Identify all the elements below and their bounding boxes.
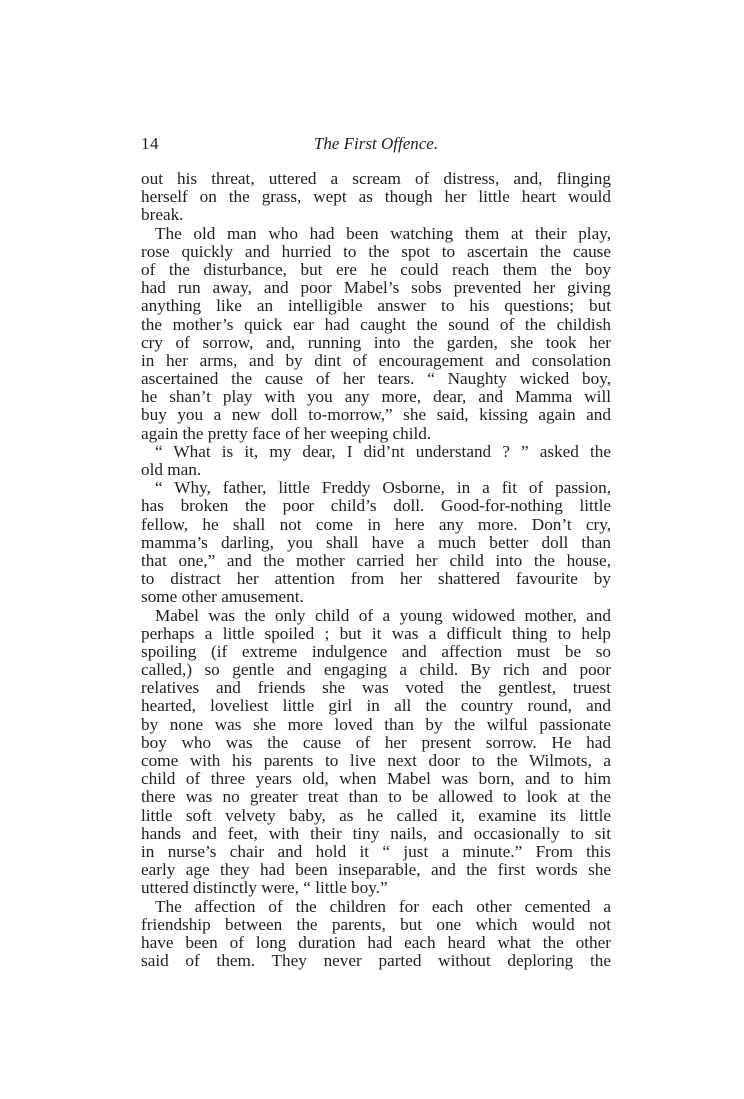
text-line: of the disturbance, but ere he could reach them the boy	[141, 259, 611, 279]
text-line: that one,” and the mother carried her child into the house,	[141, 550, 611, 570]
text-line: ascertained the cause of her tears. “ Naughty wicked boy,	[141, 369, 611, 389]
text-line: have been of long duration had each heard what the other	[141, 932, 611, 952]
text-line: had run away, and poor Mabel’s sobs prevented her giving	[141, 278, 611, 298]
text-line: friendship between the parents, but one which would not	[141, 914, 611, 934]
text-line: hands and feet, with their tiny nails, and occasionally to sit	[141, 823, 611, 843]
body-text	[141, 170, 611, 970]
text-line: herself on the grass, wept as though her little heart would	[141, 187, 611, 207]
text-line: out his threat, uttered a scream of distress, and, flinging	[141, 169, 611, 188]
text-line: the mother’s quick ear had caught the sound of the childish	[141, 314, 611, 334]
text-line: some other amusement.	[141, 587, 304, 607]
text-line: “ Why, father, little Freddy Osborne, in a fit of passion,	[155, 478, 611, 498]
text-line: anything like an intelligible answer to his questions; but	[141, 296, 611, 316]
text-line: buy you a new doll to-morrow,” she said, kissing again and	[141, 405, 611, 425]
text-line: rose quickly and hurried to the spot to ascertain the cause	[141, 241, 611, 261]
text-line: boy who was the cause of her present sorrow. He had	[141, 732, 611, 752]
text-line: has broken the poor child’s doll. Good-for-nothing little	[141, 496, 611, 516]
text-line: “ What is it, my dear, I did’nt understand ? ” asked the	[155, 441, 611, 461]
text-line: The old man who had been watching them at their play,	[155, 223, 611, 243]
text-line: relatives and friends she was voted the gentlest, truest	[141, 678, 611, 698]
text-line: in nurse’s chair and hold it “ just a minute.” From this	[141, 841, 611, 861]
text-line: said of them. They never parted without deploring the	[141, 951, 611, 971]
text-line: spoiling (if extreme indulgence and affection must be so	[141, 641, 611, 661]
text-line: again the pretty face of her weeping child.	[141, 423, 432, 443]
running-title: The First Offence.	[313, 134, 439, 153]
text-line: mamma’s darling, you shall have a much better doll than	[141, 532, 611, 552]
text-line: hearted, loveliest little girl in all the country round, and	[141, 696, 611, 716]
text-line: perhaps a little spoiled ; but it was a difficult thing to help	[141, 623, 611, 643]
text-line: The affection of the children for each other cemented a	[155, 896, 611, 916]
text-line: come with his parents to live next door to the Wilmots, a	[141, 751, 611, 770]
text-line: Mabel was the only child of a young widowed mother, and	[155, 605, 611, 625]
text-line: child of three years old, when Mabel was born, and to him	[141, 769, 611, 789]
text-line: called,) so gentle and engaging a child. By rich and poor	[141, 660, 611, 680]
text-line: fellow, he shall not come in here any more. Don’t cry,	[141, 514, 611, 534]
text-line: little soft velvety baby, as he called it, examine its little	[141, 805, 611, 825]
page-number: 14	[141, 134, 159, 153]
text-line: in her arms, and by dint of encouragement and consolation	[141, 350, 611, 370]
text-line: by none was she more loved than by the wilful passionate	[141, 714, 611, 734]
text-line: uttered distinctly were, “ little boy.”	[141, 878, 388, 898]
text-line: to distract her attention from her shattered favourite by	[141, 569, 611, 589]
text-line: early age they had been inseparable, and the first words she	[141, 860, 611, 880]
text-line: cry of sorrow, and, running into the garden, she took her	[141, 332, 611, 352]
text-line: there was no greater treat than to be allowed to look at the	[141, 787, 611, 807]
text-line: break.	[141, 205, 184, 225]
page-header	[141, 134, 611, 158]
text-line: he shan’t play with you any more, dear, and Mamma will	[141, 387, 611, 407]
text-line: old man.	[141, 460, 202, 479]
